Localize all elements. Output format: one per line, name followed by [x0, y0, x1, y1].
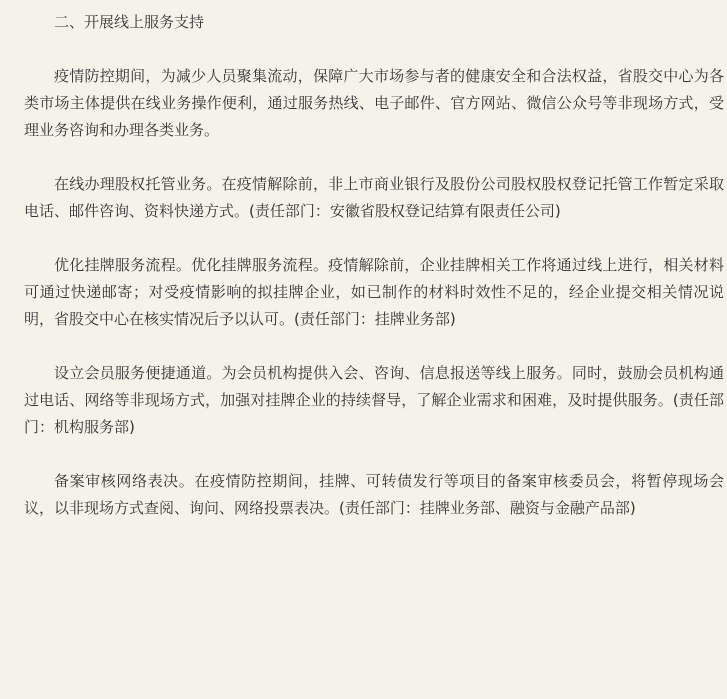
section-heading: 二、开展线上服务支持 [54, 13, 205, 31]
paragraph-review-voting: 备案审核网络表决。在疫情防控期间，挂牌、可转债发行等项目的备案审核委员会，将暂停现场会议，以非现场方式查阅、询问、网络投票表决。(责任部门：挂牌业务部、融资与金融产品部) [24, 472, 724, 517]
paragraph-gap [24, 36, 727, 63]
paragraph-listing-process: 优化挂牌服务流程。优化挂牌服务流程。疫情解除前，企业挂牌相关工作将通过线上进行，相关材料可通过快递邮寄；对受疫情影响的拟挂牌企业，如已制作的材料时效性不足的，经企业提交相关情况说明，省股交中心在核实情况后予以认可。(责任部门：挂牌业务部) [24, 256, 724, 328]
paragraph-member-services: 设立会员服务便捷通道。为会员机构提供入会、咨询、信息报送等线上服务。同时，鼓励会员机构通过电话、网络等非现场方式，加强对挂牌企业的持续督导，了解企业需求和困难，及时提供服务。(责任部门：机构服务部) [24, 364, 724, 436]
paragraph-gap [24, 333, 727, 360]
paragraph-gap [24, 441, 727, 468]
paragraph-equity-custody: 在线办理股权托管业务。在疫情解除前，非上市商业银行及股份公司股权股权登记托管工作暂定采取电话、邮件咨询、资料快递方式。(责任部门：安徽省股权登记结算有限责任公司) [24, 175, 724, 220]
paragraph-gap [24, 225, 727, 252]
paragraph-intro: 疫情防控期间，为减少人员聚集流动，保障广大市场参与者的健康安全和合法权益，省股交中心为各类市场主体提供在线业务操作便利，通过服务热线、电子邮件、官方网站、微信公众号等非现场方式，受理业务咨询和办理各类业务。 [24, 67, 724, 139]
paragraph-gap [24, 144, 727, 171]
